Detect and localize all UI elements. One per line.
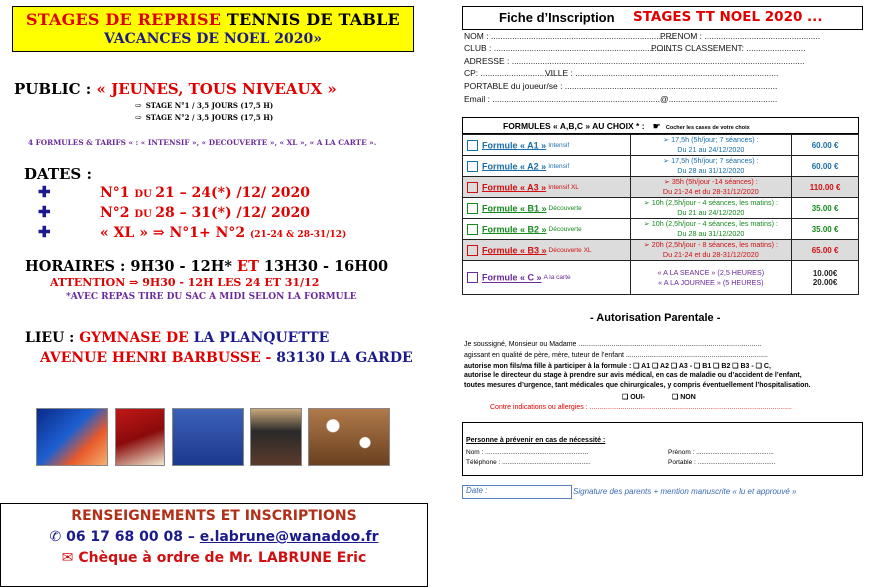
auth-line-2: agissant en qualité de père, mère, tuteur de l’enfant ......................................................................... (464, 352, 768, 359)
auth-line-3: autorise mon fils/ma fille à participer à la formule : ❑ A1 ❑ A2 ❑ A3 - ❑ B1 ❑ B2 ❑ B3 - ❑ C, (464, 363, 771, 370)
formule-desc-cell (630, 135, 792, 156)
formule-price: 10.00€ (812, 268, 838, 278)
lieu-label: LIEU : (25, 330, 80, 346)
formule-name: Formule « A1 » (482, 140, 547, 150)
formule-checkbox[interactable] (467, 140, 478, 151)
formule-desc-cell (630, 261, 792, 295)
phone-number: 06 17 68 00 08 – (66, 529, 195, 545)
formule-price-cell (792, 198, 859, 219)
non-checkbox[interactable]: ❑ NON (672, 394, 696, 401)
formule-row (463, 135, 859, 156)
nom-field[interactable]: NOM : .............................................................................. (464, 31, 676, 41)
contact-title: RENSEIGNEMENTS ET INSCRIPTIONS (71, 508, 357, 524)
date3-combo: N°1+ N°2 (169, 225, 250, 241)
formule-desc-1: ➢ 35h (5h/jour -14 séances) : (663, 177, 758, 187)
formule-price-cell (792, 240, 859, 261)
date-row (38, 223, 346, 241)
formule-desc-2: Du 21 au 24/12/2020 (677, 145, 745, 154)
formule-type: Découverte (548, 204, 582, 212)
public-label: PUBLIC : (14, 80, 92, 98)
title-red: STAGES DE REPRISE (26, 10, 222, 29)
photo-player-2 (115, 408, 165, 466)
formule-name-cell (463, 156, 631, 177)
formule-name: Formule « B2 » (482, 224, 547, 234)
contact-box (0, 503, 428, 587)
cross-bullet-icon: ✚ (38, 223, 51, 241)
formule-type: Découverte (548, 225, 582, 233)
formule-name: Formule « A3 » (482, 182, 547, 192)
date2-du: DU (134, 209, 156, 220)
stage2-line (135, 112, 273, 122)
formule-price-cell (792, 156, 859, 177)
formule-price-cell (792, 219, 859, 240)
formule-desc-2: Du 21 au 24/12/2020 (677, 208, 745, 217)
points-field[interactable]: POINTS CLASSEMENT: ......................... (651, 43, 806, 53)
formule-checkbox[interactable] (467, 224, 478, 235)
formule-name-cell (463, 261, 631, 295)
public-line (14, 80, 337, 98)
portable-field[interactable]: PORTABLE du joueur/se : .......................................................................................... (464, 81, 778, 91)
title-black: TENNIS DE TABLE (226, 10, 400, 29)
photo-match (172, 408, 244, 466)
phone-line (1, 529, 427, 545)
formule-desc-cell (630, 240, 792, 261)
date3-range: (21-24 & 28-31/12) (250, 230, 347, 240)
formules-summary: 4 FORMULES & TARIFS « : « INTENSIF », « DECOUVERTE », « XL », « A LA CARTE ». (28, 138, 377, 147)
formule-name-cell (463, 198, 631, 219)
formule-price: 35.00 € (811, 224, 839, 234)
lieu-line (25, 330, 329, 346)
formule-name: Formule « B3 » (482, 245, 547, 255)
date2-num: N°2 (100, 205, 135, 221)
formule-desc-1: ➢ 20h (2,5h/jour - 8 séances, les matins) : (643, 240, 778, 250)
photo-player-1 (36, 408, 108, 466)
formule-row (463, 156, 859, 177)
fiche-label: Fiche d’Inscription (499, 10, 615, 25)
adresse-street: AVENUE HENRI BARBUSSE - (40, 350, 277, 366)
lieu-name: LA PLANQUETTE (193, 330, 330, 346)
dates-label: DATES : (24, 165, 93, 183)
adresse-city: 83130 LA GARDE (276, 350, 413, 366)
public-value: « JEUNES, TOUS NIVEAUX » (96, 80, 337, 98)
formule-type: Découverte XL (548, 246, 592, 254)
date1-range: 21 – 24(*) /12/ 2020 (155, 185, 311, 201)
formule-desc-1: ➢ 17,5h (5h/jour; 7 séances) : (663, 135, 759, 145)
auth-line-1: Je soussigné, Monsieur ou Madame .............................................................................................. (464, 341, 762, 348)
formule-desc-1: ➢ 10h (2,5h/jour - 4 séances, les matins) : (643, 198, 778, 208)
personne-title: Personne à prévenir en cas de nécessité : (466, 437, 606, 444)
formule-checkbox[interactable] (467, 203, 478, 214)
formule-row (463, 240, 859, 261)
formule-desc-2: Du 28 au 31/12/2020 (677, 229, 745, 238)
autorisation-title: - Autorisation Parentale - (590, 312, 721, 324)
horaires-line (25, 258, 388, 275)
formule-type: A la carte (543, 274, 571, 281)
formule-price-cell (792, 135, 859, 156)
cross-bullet-icon: ✚ (38, 203, 51, 221)
formule-type: Intensif (548, 162, 570, 170)
formule-price: 60.00 € (811, 161, 839, 171)
adresse-line (40, 350, 413, 366)
adresse-field[interactable]: ADRESSE : ............................................................................................................................ (464, 56, 805, 66)
formule-checkbox[interactable] (467, 182, 478, 193)
date1-num: N°1 (100, 185, 135, 201)
date3-xl: « XL » ⇒ (100, 225, 170, 241)
formule-price: 110.00 € (809, 182, 841, 192)
formule-desc-cell (630, 219, 792, 240)
formule-desc-2: Du 28 au 31/12/2020 (677, 166, 745, 175)
photo-player-3 (250, 408, 302, 466)
formule-name-cell (463, 219, 631, 240)
formules-header (462, 117, 859, 134)
formule-desc-cell (630, 198, 792, 219)
cross-bullet-icon: ✚ (38, 183, 51, 201)
arrow-icon: ⇨ (135, 112, 142, 122)
personne-prenom[interactable]: Prénom : ........................................... (668, 449, 774, 456)
formule-desc-2: Du 21-24 et du 28-31/12/2020 (662, 187, 759, 196)
signature-line: Signature des parents + mention manuscrite « lu et approuvé » (573, 487, 797, 496)
formule-name: Formule « A2 » (482, 161, 547, 171)
horaires-pm: 13H30 - 16H00 (263, 258, 389, 275)
formule-row (463, 198, 859, 219)
formule-name-cell (463, 177, 631, 198)
email-field[interactable]: Email : .......................................................................@.............................................. (464, 94, 778, 104)
personne-telephone[interactable]: Téléphone : ................................................. (466, 459, 591, 466)
fiche-title: STAGES TT NOEL 2020 ... (633, 9, 823, 25)
date-row (38, 183, 310, 201)
cheque-icon: ✉ (61, 550, 74, 566)
attention-line: ATTENTION ⇒ 9H30 - 12H LES 24 ET 31/12 (50, 276, 320, 289)
formule-name: Formule « C » (482, 272, 542, 283)
photo-player-balls (308, 408, 390, 466)
formules-header-text: FORMULES « A,B,C » AU CHOIX * : (503, 121, 645, 131)
formule-type: Intensif (548, 141, 570, 149)
formule-desc-cell (630, 177, 792, 198)
formule-row (463, 261, 859, 295)
auth-line-5: toutes mesures d’urgence, tant médicales que chirurgicales, y compris éventuellement l’hospitalisation. (464, 382, 811, 389)
auth-line-4: autorise le directeur du stage à prendre sur avis médical, en cas de maladie ou d’accident de l’enfant, (464, 372, 802, 379)
lieu-gym: GYMNASE DE (79, 330, 194, 346)
horaires-et: ET (237, 258, 264, 275)
formule-row (463, 219, 859, 240)
dates-list (38, 183, 418, 243)
contre-indications-field[interactable]: Contre indications ou allergies : ........................................................................................................ (490, 404, 792, 411)
formule-price-cell (792, 177, 859, 198)
hand-pointer-icon: ☛ (652, 121, 661, 131)
title-banner (12, 6, 414, 52)
personne-nom[interactable]: Nom : ......................................................... (466, 449, 589, 456)
title-subtitle: VACANCES DE NOEL 2020» (103, 31, 323, 47)
cheque-line (1, 550, 427, 566)
horaires-am: HORAIRES : 9H30 - 12H* (25, 258, 238, 275)
formule-desc-1: ➢ 10h (2,5h/jour - 4 séances, les matins) : (643, 219, 778, 229)
formule-price: 65.00 € (811, 245, 839, 255)
fiche-header (462, 6, 863, 30)
formule-name: Formule « B1 » (482, 203, 547, 213)
formule-price-2: 20.00€ (812, 277, 838, 287)
formule-price: 60.00 € (811, 140, 839, 150)
formule-price: 35.00 € (811, 203, 839, 213)
formule-price-cell (792, 261, 859, 295)
formule-desc-1: ➢ 17,5h (5h/jour; 7 séances) : (663, 156, 759, 166)
formule-type: Intensif XL (548, 183, 579, 191)
email-link[interactable]: e.labrune@wanadoo.fr (199, 529, 379, 545)
formule-name-cell (463, 240, 631, 261)
date2-range: 28 – 31(*) /12/ 2020 (155, 205, 311, 221)
ville-field[interactable]: VILLE : ...................................................................................... (545, 68, 779, 78)
cp-field[interactable]: CP: ............................... (464, 68, 554, 78)
formules-table (462, 134, 859, 295)
stage1-line (135, 100, 273, 110)
personne-portable[interactable]: Portable : ........................................... (668, 459, 776, 466)
club-field[interactable]: CLUB : ............................................................................... (464, 43, 681, 53)
formule-desc-2: Du 21-24 et du 28-31/12/2020 (662, 250, 759, 259)
oui-checkbox[interactable]: ❑ OUI- (622, 394, 645, 401)
formule-desc-1: « A LA SEANCE » (2,5 HEURES) (657, 267, 765, 277)
formule-checkbox[interactable] (467, 272, 478, 283)
stage2-text: STAGE N°2 / 3,5 JOURS (17,5 H) (145, 113, 274, 122)
prenom-field[interactable]: PRENOM : ................................................. (660, 31, 821, 41)
personne-box (462, 422, 863, 476)
formule-desc-cell (630, 156, 792, 177)
formules-note: Cocher les cases de votre choix (665, 125, 750, 131)
formule-checkbox[interactable] (467, 161, 478, 172)
stage1-text: STAGE N°1 / 3,5 JOURS (17,5 H) (145, 101, 274, 110)
date-row (38, 203, 310, 221)
repas-line: *AVEC REPAS TIRE DU SAC A MIDI SELON LA FORMULE (66, 292, 357, 302)
formule-name-cell (463, 135, 631, 156)
phone-icon: ✆ (49, 529, 62, 545)
date1-du: DU (134, 189, 156, 200)
formule-desc-2: « A LA JOURNEE » (5 HEURES) (658, 277, 764, 287)
date-field[interactable]: Date : (462, 485, 572, 499)
arrow-icon: ⇨ (135, 100, 142, 110)
formule-row (463, 177, 859, 198)
formule-checkbox[interactable] (467, 245, 478, 256)
cheque-text: Chèque à ordre de Mr. LABRUNE Eric (78, 550, 367, 566)
